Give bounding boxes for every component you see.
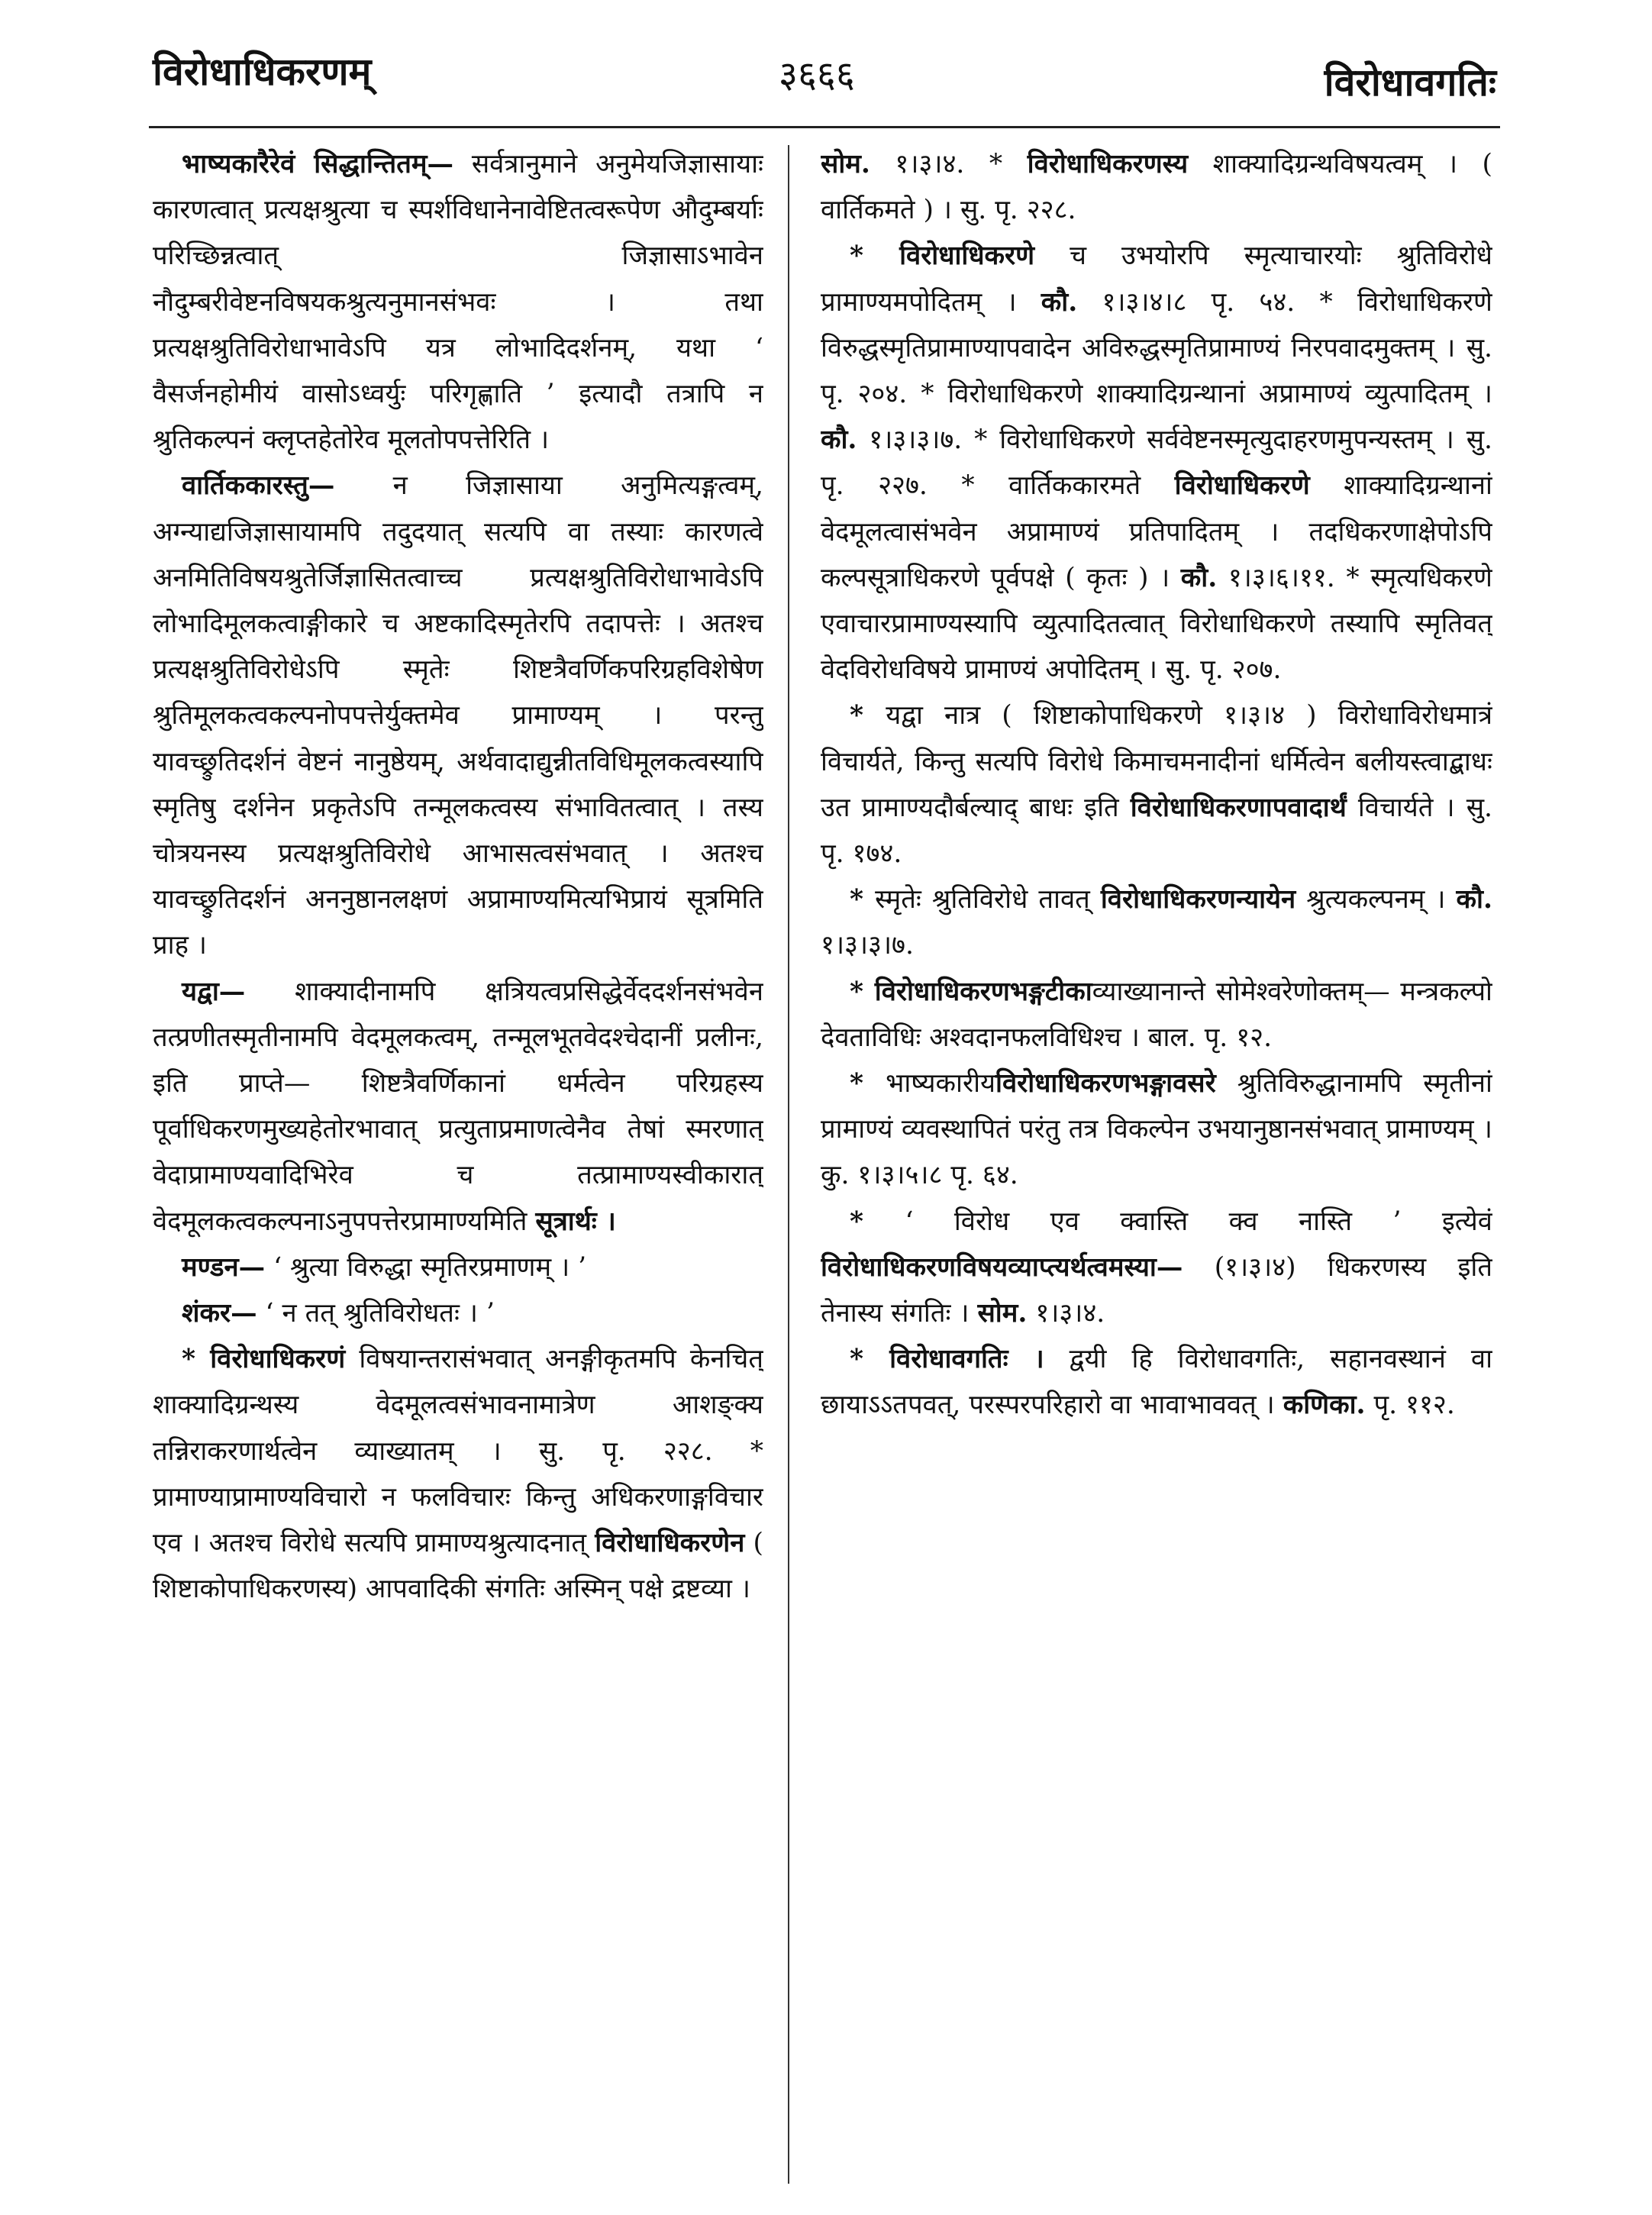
- entry-paragraph: [821, 693, 1492, 877]
- paragraph-bold: कौ.: [1180, 562, 1218, 593]
- paragraph-text: भाष्यकारीय: [886, 1068, 996, 1099]
- entry-paragraph: [153, 969, 763, 1245]
- paragraph-text: श्रुत्यकल्पनम् ।: [1295, 884, 1457, 915]
- paragraph-text: ( शिष्टाकोपाधिकरणस्य) आपवादिकी संगतिः अस्मिन् पक्षे द्रष्टव्या ।: [153, 1528, 763, 1605]
- left-column: [153, 141, 763, 2195]
- paragraph-text: च उभयोरपि स्मृत्याचारयोः श्रुतिविरोधे प्रामाण्यमपोदितम् ।: [821, 241, 1492, 318]
- paragraph-lead: भाष्यकारैरेवं सिद्धान्तितम्—: [182, 149, 453, 179]
- paragraph-text: स्मृतेः श्रुतिविरोधे तावत्: [875, 884, 1101, 915]
- paragraph-bold: विरोधाधिकरणस्य: [1027, 149, 1189, 179]
- paragraph-text: विचार्यते । सु. पृ. १७४.: [821, 792, 1492, 870]
- paragraph-bold: विरोधाधिकरणेन: [595, 1528, 745, 1559]
- paragraph-text: न जिज्ञासाया अनुमित्यङ्गत्वम्, अग्न्याद्यजिज्ञासायामपि तदुदयात् सत्यपि वा तस्याः कारणत्वे अनमितिविषयश्रुतेर्जिज्ञासितत्वाच्च प्रत्यक्षश्रुतिविरोधाभावेऽपि लोभादिमूलकत्वाङ्गीकारे च अष्टकादिस्मृतेरपि तदापत्तेः । अतश्च प्रत्यक्षश्रुतिविरोधेऽपि स्मृतेः शिष्टत्रैवर्णिकपरिग्रहविशेषेण श्रुतिमूलकत्वकल्पनोपपत्तेर्युक्तमेव प्रामाण्यम् । परन्तु यावच्छ्रुतिदर्शनं वेष्टनं नानुष्ठेयम्, अर्थवादाद्युन्नीतविधिमूलकत्वस्यापि स्मृतिषु दर्शनेन प्रकृतेऽपि तन्मूलकत्वस्य संभावितत्वात् । तस्य चोत्रयनस्य प्रत्यक्षश्रुतिविरोधे आभासत्वसंभवात् । अतश्च यावच्छ्रुतिदर्शनं अननुष्ठानलक्षणं अप्रामाण्यमित्यभिप्रायं सूत्रमिति प्राह ।: [153, 470, 763, 961]
- paragraph-lead: यद्वा—: [182, 976, 246, 1007]
- paragraph-bold: विरोधाधिकरणन्यायेन: [1100, 884, 1296, 915]
- entry-paragraph: [821, 877, 1492, 968]
- paragraph-bold: विरोधाधिकरणभङ्गावसरे: [995, 1068, 1216, 1099]
- entry-paragraph: [821, 1199, 1492, 1337]
- paragraph-lead: विरोधाधिकरणं: [210, 1344, 346, 1375]
- quote-text: ‘ न तत् श्रुतिविरोधतः । ’: [257, 1298, 495, 1329]
- entry-paragraph: [153, 463, 763, 968]
- entry-paragraph: [821, 969, 1492, 1061]
- entry-paragraph: [821, 1336, 1492, 1428]
- header-rule: [149, 126, 1500, 128]
- entry-paragraph: [821, 141, 1492, 233]
- running-header: [153, 44, 1496, 128]
- paragraph-lead: सोम.: [821, 149, 870, 179]
- entry-paragraph: [821, 1061, 1492, 1199]
- paragraph-bold: विरोधाधिकरणविषयव्याप्त्यर्थत्वमस्या—: [821, 1251, 1183, 1283]
- paragraph-text: द्वयी हि विरोधावगतिः, सहानवस्थानं वा छायाऽऽतपवत्, परस्परपरिहारो वा भावाभाववत् ।: [821, 1344, 1492, 1421]
- paragraph-text: सर्वत्रानुमाने अनुमेयजिज्ञासायाः कारणत्वात् प्रत्यक्षश्रुत्या च स्पर्शविधानेनावेष्टितत्वरूपेण औदुम्बर्याः परिच्छिन्नत्वात् जिज्ञासाऽभावेन नौदुम्बरीवेष्टनविषयकश्रुत्यनुमानसंभवः । तथा प्रत्यक्षश्रुतिविरोधाभावेऽपि यत्र लोभादिदर्शनम्, यथा ‘ वैसर्जनहोमीयं वासोऽध्वर्युः परिगृह्णाति ’ इत्यादौ तत्रापि न श्रुतिकल्पनं क्लृप्तहेतोरेव मूलतोपपत्तेरिति ।: [153, 149, 763, 456]
- quote-line-shankara: [153, 1290, 763, 1336]
- paragraph-bold: कौ.: [1456, 884, 1492, 915]
- paragraph-lead: वार्तिककारस्तु—: [182, 470, 335, 502]
- header-right-title: विरोधावगतिः: [1324, 60, 1496, 105]
- paragraph-text: ‘ विरोध एव क्वास्ति क्व नास्ति ’ इत्येवं: [905, 1206, 1492, 1237]
- paragraph-bold: विरोधाधिकरणे: [1174, 470, 1310, 502]
- right-column: [821, 141, 1492, 2195]
- page-number: ३६६६: [779, 53, 855, 96]
- paragraph-text: १।३।४. *: [870, 149, 1028, 179]
- paragraph-text: शाक्यादिग्रन्थानां वेदमूलत्वासंभवेन अप्रामाण्यं प्रतिपादितम् । तदधिकरणाक्षेपोऽपि कल्पसूत्राधिकरणे पूर्वपक्षे ( कृतः ) ।: [821, 470, 1492, 593]
- paragraph-text: शाक्यादिग्रन्थविषयत्वम् । ( वार्तिकमते ) । सु. पृ. २२८.: [821, 149, 1492, 226]
- paragraph-text: पृ. ११२.: [1365, 1390, 1455, 1421]
- speaker-name: मण्डन—: [182, 1251, 266, 1283]
- quote-line-mandana: [153, 1245, 763, 1290]
- paragraph-text: व्याख्यानान्ते सोमेश्वरेणोक्तम्— मन्त्रकल्पो देवताविधिः अश्वदानफलविधिश्च । बाल. पृ. १२.: [821, 976, 1492, 1053]
- paragraph-text: शाक्यादीनामपि क्षत्रियत्वप्रसिद्धेर्वेददर्शनसंभवेन तत्प्रणीतस्मृतीनामपि वेदमूलकत्वम्, तन्मूलभूतवेदश्चेदानीं प्रलीनः, इति प्राप्ते— शिष्टत्रैवर्णिकानां धर्मत्वेन परिग्रहस्य पूर्वाधिकरणमुख्यहेतोरभावात् प्रत्युताप्रमाणत्वेनैव तेषां स्मरणात् वेदाप्रामाण्यवादिभिरेव च तत्प्रामाण्यस्वीकारात् वेदमूलकत्वकल्पनाऽनुपपत्तेरप्रामाण्यमिति: [153, 976, 763, 1237]
- quote-text: ‘ श्रुत्या विरुद्धा स्मृतिरप्रमाणम् । ’: [265, 1251, 587, 1283]
- paragraph-bold: सोम.: [977, 1298, 1028, 1329]
- header-left-title: विरोधाधिकरणम्: [153, 49, 372, 94]
- paragraph-text: १।३।३।७. * विरोधाधिकरणे सर्ववेष्टनस्मृत्युदाहरणमुपन्यस्तम् । सु. पृ. २२७. * वार्तिककारमते: [821, 425, 1492, 502]
- paragraph-tail: सूत्रार्थः ।: [535, 1206, 616, 1237]
- asterisk-marker: *: [850, 976, 875, 1007]
- asterisk-marker: *: [850, 1344, 890, 1375]
- asterisk-marker: *: [850, 1068, 886, 1099]
- asterisk-marker: *: [850, 241, 900, 272]
- paragraph-lead: विरोधाधिकरणे: [899, 241, 1035, 272]
- paragraph-bold: कौ.: [821, 425, 857, 456]
- paragraph-text: १।३।४.: [1027, 1298, 1105, 1329]
- paragraph-bold: कणिका.: [1283, 1390, 1366, 1421]
- paragraph-bold: विरोधाधिकरणापवादार्थं: [1130, 792, 1347, 823]
- paragraph-text: यद्वा नात्र ( शिष्टाकोपाधिकरणे १।३।४ ) विरोधाविरोधमात्रं विचार्यते, किन्तु सत्यपि विरोधे किमाचमनादीनां धर्मित्वेन बलीयस्त्वाद्बाधः उत प्रामाण्यदौर्बल्याद् बाधः इति: [821, 700, 1492, 823]
- paragraph-text: १।३।४।८ पृ. ५४. * विरोधाधिकरणे विरुद्धस्मृतिप्रामाण्यापवादेन अविरुद्धस्मृतिप्रामाण्यं निरपवादमुक्तम् । सु. पृ. २०४. * विरोधाधिकरणे शाक्यादिग्रन्थानां अप्रामाण्यं व्युत्पादितम् ।: [821, 286, 1492, 410]
- speaker-name: शंकर—: [182, 1298, 257, 1329]
- asterisk-marker: *: [850, 884, 876, 915]
- paragraph-text: श्रुतिविरुद्धानामपि स्मृतीनां प्रामाण्यं व्यवस्थापितं परंतु तत्र विकल्पेन उभयानुष्ठानसंभवात् प्रामाण्यम् । कु. १।३।५।८ पृ. ६४.: [821, 1068, 1492, 1191]
- paragraph-text: १।३।३।७.: [821, 930, 914, 961]
- paragraph-lead: विरोधावगतिः ।: [889, 1344, 1044, 1375]
- column-divider: [788, 145, 789, 2184]
- paragraph-lead: विरोधाधिकरणभङ्गटीका: [874, 976, 1092, 1007]
- paragraph-text: (१।३।४) धिकरणस्य इति तेनास्य संगतिः ।: [821, 1251, 1492, 1329]
- entry-paragraph: [153, 141, 763, 463]
- asterisk-marker: *: [850, 1206, 905, 1237]
- paragraph-text: १।३।६।११. * स्मृत्यधिकरणे एवाचारप्रामाण्यस्यापि व्युत्पादितत्वात् विरोधाधिकरणे तस्यापि स्मृतिवत् वेदविरोधविषये प्रामाण्यं अपोदितम् । सु. पृ. २०७.: [821, 562, 1492, 686]
- entry-paragraph: [821, 233, 1492, 693]
- paragraph-bold: कौ.: [1041, 286, 1078, 318]
- asterisk-marker: *: [850, 700, 886, 731]
- asterisk-marker: *: [182, 1344, 211, 1375]
- paragraph-text: विषयान्तरासंभवात् अनङ्गीकृतमपि केनचित् शाक्यादिग्रन्थस्य वेदमूलत्वसंभावनामात्रेण आशङ्क्य तन्निराकरणार्थत्वेन व्याख्यातम् । सु. पृ. २२८. * प्रामाण्याप्रामाण्यविचारो न फलविचारः किन्तु अधिकरणाङ्गविचार एव । अतश्च विरोधे सत्यपि प्रामाण्यश्रुत्यादनात्: [153, 1344, 763, 1559]
- entry-paragraph: [153, 1336, 763, 1612]
